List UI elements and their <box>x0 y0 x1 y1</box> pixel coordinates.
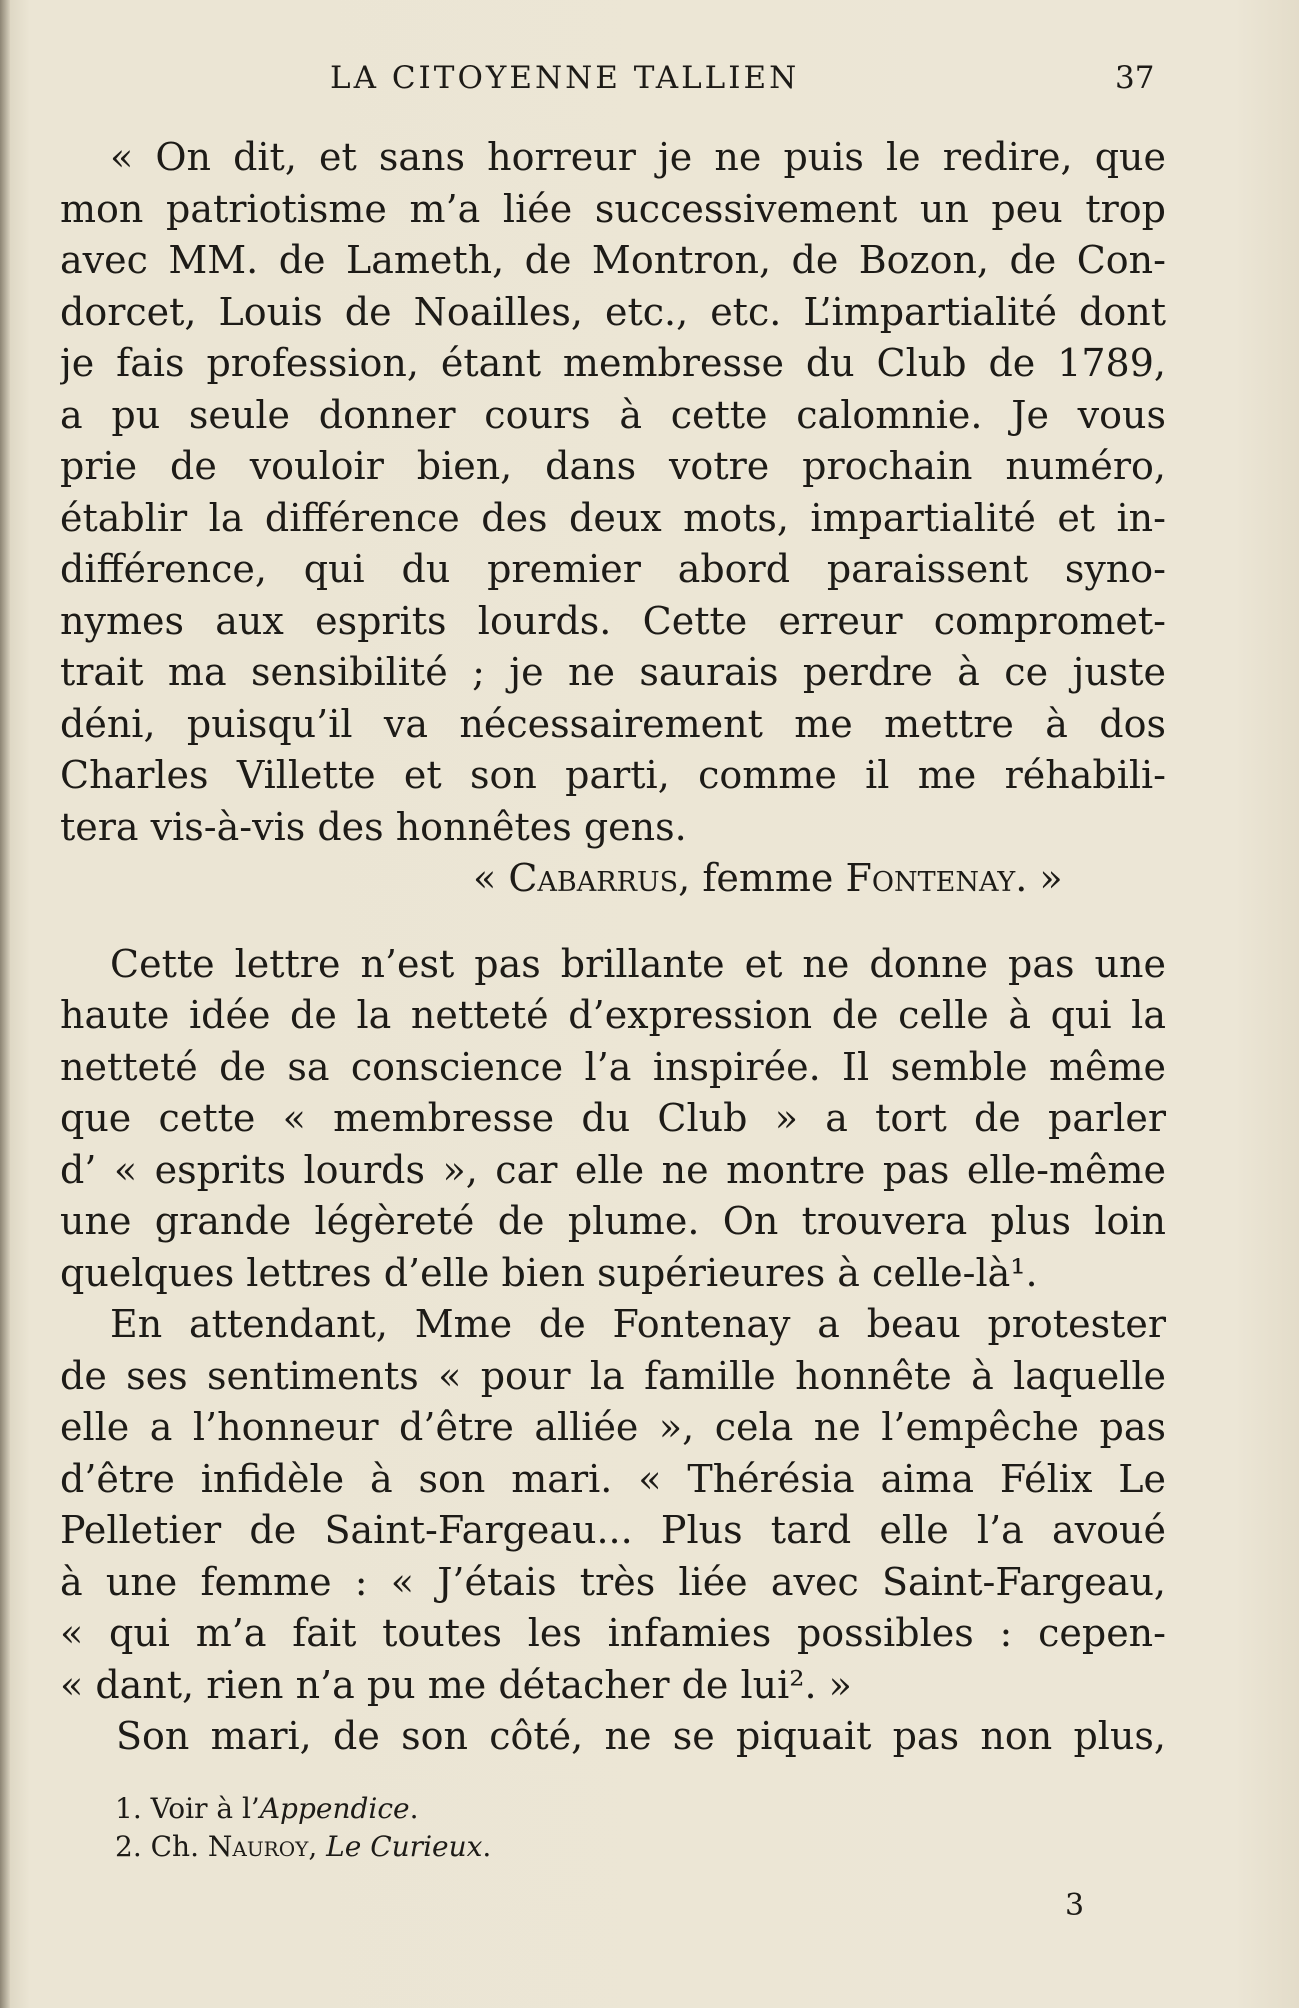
footnote-2-mid: , <box>308 1830 327 1863</box>
text-line: Son mari, de son côté, ne se piquait pas non plus, <box>116 1714 1166 1758</box>
text-line: dorcet, Louis de Noailles, etc., etc. L’impartialité dont <box>60 289 1166 334</box>
signature-mid: , femme <box>678 856 846 900</box>
signature-close: . » <box>1015 856 1063 900</box>
text-line: haute idée de la netteté d’expression de celle à qui la <box>60 993 1166 1037</box>
text-line: déni, puisqu’il va nécessairement me mettre à dos <box>60 701 1166 746</box>
text-line: trait ma sensibilité ; je ne saurais perdre à ce juste <box>60 650 1166 694</box>
text-line: une grande légèreté de plume. On trouvera plus loin <box>60 1199 1166 1243</box>
text-line: En attendant, Mme de Fontenay a beau protester <box>110 1302 1166 1346</box>
text-line: avec MM. de Lameth, de Montron, de Bozon, de Con- <box>60 238 1166 282</box>
footnote-2-italic: Le Curieux <box>326 1830 483 1863</box>
text-line: d’être infidèle à son mari. « Thérésia aima Félix Le <box>60 1456 1166 1501</box>
text-line: elle a l’honneur d’être alliée », cela ne l’empêche pas <box>60 1405 1166 1449</box>
footnote-2-prefix: 2. Ch. <box>115 1830 208 1863</box>
text-line: différence, qui du premier abord paraissent syno- <box>60 547 1166 591</box>
footnote-2 <box>115 1828 1015 1866</box>
text-line: « qui m’a fait toutes les infamies possibles : cepen- <box>60 1611 1166 1655</box>
printer-signature-mark: 3 <box>1065 1888 1085 1923</box>
text-line: « On dit, et sans horreur je ne puis le redire, que <box>110 135 1166 179</box>
footnote-1-prefix: 1. Voir à l’ <box>115 1792 260 1825</box>
footnote-2-author: Nauroy <box>207 1830 309 1863</box>
text-line: Charles Villette et son parti, comme il me réhabili- <box>60 753 1166 797</box>
text-line: prie de vouloir bien, dans votre prochain numéro, <box>60 444 1166 488</box>
body-text <box>60 132 1166 1763</box>
text-line: que cette « membresse du Club » a tort de parler <box>60 1096 1166 1140</box>
text-line: de ses sentiments « pour la famille honnête à laquelle <box>60 1353 1166 1398</box>
paragraph-gap <box>60 905 1166 939</box>
text-line: netteté de sa conscience l’a inspirée. Il semble même <box>60 1044 1166 1089</box>
text-line: mon patriotisme m’a liée successivement un peu trop <box>60 186 1166 231</box>
signature-open: « <box>473 856 509 900</box>
running-head <box>60 60 1160 110</box>
footnote-2-suffix: . <box>482 1830 492 1863</box>
text-line: quelques lettres d’elle bien supérieures à celle-là¹. <box>60 1250 1038 1295</box>
text-line: je fais profession, étant membresse du Club de 1789, <box>60 341 1166 385</box>
text-line: a pu seule donner cours à cette calomnie. Je vous <box>60 392 1166 437</box>
footnote-1-suffix: . <box>409 1792 419 1825</box>
running-title: LA CITOYENNE TALLIEN <box>330 60 800 96</box>
text-line: nymes aux esprits lourds. Cette erreur compromet- <box>60 598 1166 643</box>
footnotes <box>115 1790 1015 1866</box>
signature-name-cabarrus: Cabarrus <box>508 856 679 900</box>
text-line: d’ « esprits lourds », car elle ne montre pas elle-même <box>60 1147 1166 1192</box>
page-spine-shadow <box>0 0 10 2008</box>
text-line: Pelletier de Saint-Fargeau... Plus tard elle l’a avoué <box>60 1508 1166 1552</box>
text-line: « dant, rien n’a pu me détacher de lui². » <box>60 1662 852 1707</box>
text-line: établir la différence des deux mots, impartialité et in- <box>60 495 1166 540</box>
text-line: tera vis-à-vis des honnêtes gens. <box>60 804 687 849</box>
text-line: à une femme : « J’étais très liée avec Saint-Fargeau, <box>60 1559 1166 1604</box>
letter-signature <box>60 853 1166 905</box>
page-number: 37 <box>1115 60 1155 96</box>
footnote-1-italic: Appendice <box>259 1792 410 1825</box>
footnote-1 <box>115 1790 1015 1828</box>
signature-name-fontenay: Fontenay <box>845 856 1016 900</box>
text-line: Cette lettre n’est pas brillante et ne donne pas une <box>110 941 1166 986</box>
